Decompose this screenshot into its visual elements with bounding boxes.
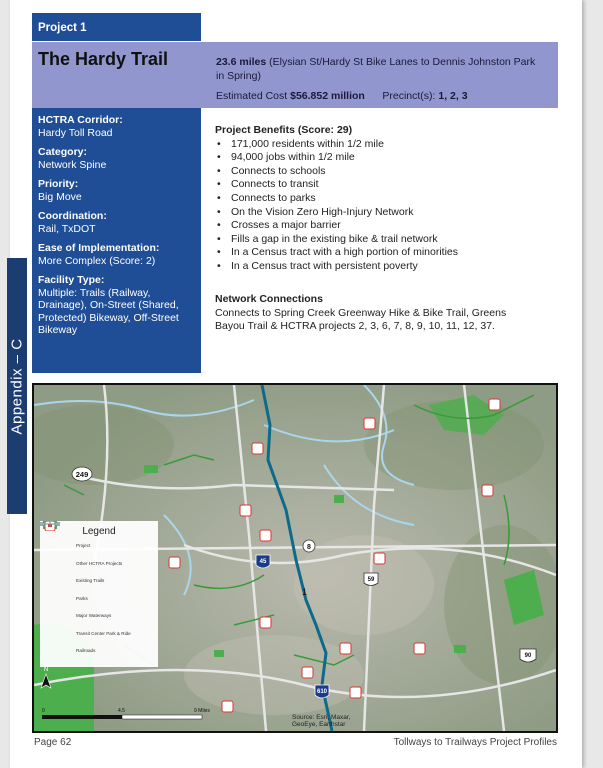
precinct-label: Precinct(s): bbox=[382, 90, 439, 102]
coordination-value: Rail, TxDOT bbox=[38, 222, 96, 235]
corridor-value: Hardy Toll Road bbox=[38, 126, 113, 139]
project-number-header: Project 1 bbox=[32, 13, 201, 41]
precinct-value: 1, 2, 3 bbox=[438, 90, 468, 102]
project-benefits bbox=[215, 124, 545, 274]
shield-90: 90 bbox=[524, 653, 532, 659]
transit-icon bbox=[48, 629, 68, 637]
legend-label: Major Waterways bbox=[76, 613, 112, 619]
park-icon bbox=[48, 594, 68, 602]
shield-610: 610 bbox=[316, 689, 328, 695]
shield-45: 45 bbox=[259, 559, 267, 565]
legend-item bbox=[40, 572, 158, 590]
scale-label-0: 0 bbox=[42, 708, 45, 714]
appendix-side-tab bbox=[7, 258, 27, 514]
legend-label: Parks bbox=[76, 595, 88, 601]
railroad-icon bbox=[48, 647, 68, 655]
facility-type-value: Multiple: Trails (Railway, Drainage), On-Street (Shared, Protected) Bikeway, Off-Street Bikeway bbox=[38, 286, 179, 336]
legend-label: Existing Trails bbox=[76, 578, 105, 584]
facility-type-label: Facility Type: bbox=[38, 274, 105, 286]
network-heading: Network Connections bbox=[215, 293, 323, 305]
legend-label: Transit Center Park & Ride bbox=[76, 630, 131, 636]
category-value: Network Spine bbox=[38, 158, 107, 171]
benefits-list bbox=[215, 138, 545, 274]
cost-precinct-line bbox=[216, 90, 468, 102]
list-item: • Connects to schools bbox=[215, 165, 545, 179]
benefits-heading: Project Benefits (Score: 29) bbox=[215, 124, 353, 136]
project-info-panel bbox=[32, 108, 201, 373]
map-legend bbox=[40, 521, 158, 667]
title-bar bbox=[32, 42, 558, 108]
network-connections bbox=[215, 293, 535, 334]
scale-label-mid: 4.5 bbox=[118, 708, 125, 714]
ease-value: More Complex (Score: 2) bbox=[38, 254, 156, 267]
waterway-icon bbox=[48, 612, 68, 620]
existing-trail-icon bbox=[48, 577, 68, 585]
scale-label-end: 9 Miles bbox=[194, 708, 210, 714]
list-item: • 171,000 residents within 1/2 mile bbox=[215, 138, 545, 152]
map-attribution bbox=[292, 714, 351, 728]
page-number: Page 62 bbox=[34, 737, 72, 748]
legend-item bbox=[40, 555, 158, 573]
legend-item bbox=[40, 537, 158, 555]
project-title: The Hardy Trail bbox=[38, 49, 169, 69]
list-item: • Fills a gap in the existing bike & trail network bbox=[215, 233, 545, 247]
list-item: • Connects to transit bbox=[215, 178, 545, 192]
list-item: • In a Census tract with persistent poverty bbox=[215, 260, 545, 274]
shield-8: 8 bbox=[307, 544, 311, 551]
shield-59: 59 bbox=[367, 577, 375, 583]
list-item: • 94,000 jobs within 1/2 mile bbox=[215, 151, 545, 165]
ease-label: Ease of Implementation: bbox=[38, 242, 160, 254]
corridor-label: HCTRA Corridor: bbox=[38, 114, 123, 126]
document-title-footer: Tollways to Trailways Project Profiles bbox=[393, 737, 557, 748]
appendix-label: Appendix – C bbox=[8, 337, 26, 435]
attribution-line-2: GeoEye, Earthstar bbox=[292, 721, 346, 728]
legend-item bbox=[40, 625, 158, 643]
legend-item bbox=[40, 607, 158, 625]
north-label: N bbox=[43, 667, 49, 673]
legend-title: Legend bbox=[82, 526, 116, 537]
other-projects-icon bbox=[48, 559, 68, 567]
list-item: • Crosses a major barrier bbox=[215, 219, 545, 233]
priority-value: Big Move bbox=[38, 190, 82, 203]
priority-label: Priority: bbox=[38, 178, 79, 190]
legend-item bbox=[40, 590, 158, 608]
legend-item bbox=[40, 642, 158, 660]
legend-label: Other HCTRA Projects bbox=[76, 560, 123, 566]
network-text: Connects to Spring Creek Greenway Hike & Bike Trail, Greens Bayou Trail & HCTRA projects 2, 3, 6, 7, 8, 9, 10, 11, 12, 37. bbox=[215, 306, 507, 333]
attribution-line-1: Source: Esri, Maxar, bbox=[292, 714, 351, 721]
legend-label: Project bbox=[76, 543, 91, 549]
list-item: • On the Vision Zero High-Injury Network bbox=[215, 206, 545, 220]
project-number-label: 1 bbox=[302, 587, 308, 597]
shield-249: 249 bbox=[75, 470, 89, 479]
project-map[interactable] bbox=[32, 383, 558, 733]
cost-label: Estimated Cost bbox=[216, 90, 291, 102]
route-description: (Elysian St/Hardy St Bike Lanes to Dennis Johnston Park in Spring) bbox=[216, 56, 536, 82]
category-label: Category: bbox=[38, 146, 88, 158]
coordination-label: Coordination: bbox=[38, 210, 107, 222]
route-miles: 23.6 miles bbox=[216, 56, 267, 68]
list-item: • In a Census tract with a high portion of minorities bbox=[215, 246, 545, 260]
cost-value: $56.852 million bbox=[290, 90, 365, 102]
project-line-icon bbox=[48, 542, 68, 550]
list-item: • Connects to parks bbox=[215, 192, 545, 206]
route-summary bbox=[216, 56, 546, 83]
legend-label: Railroads bbox=[76, 648, 96, 654]
